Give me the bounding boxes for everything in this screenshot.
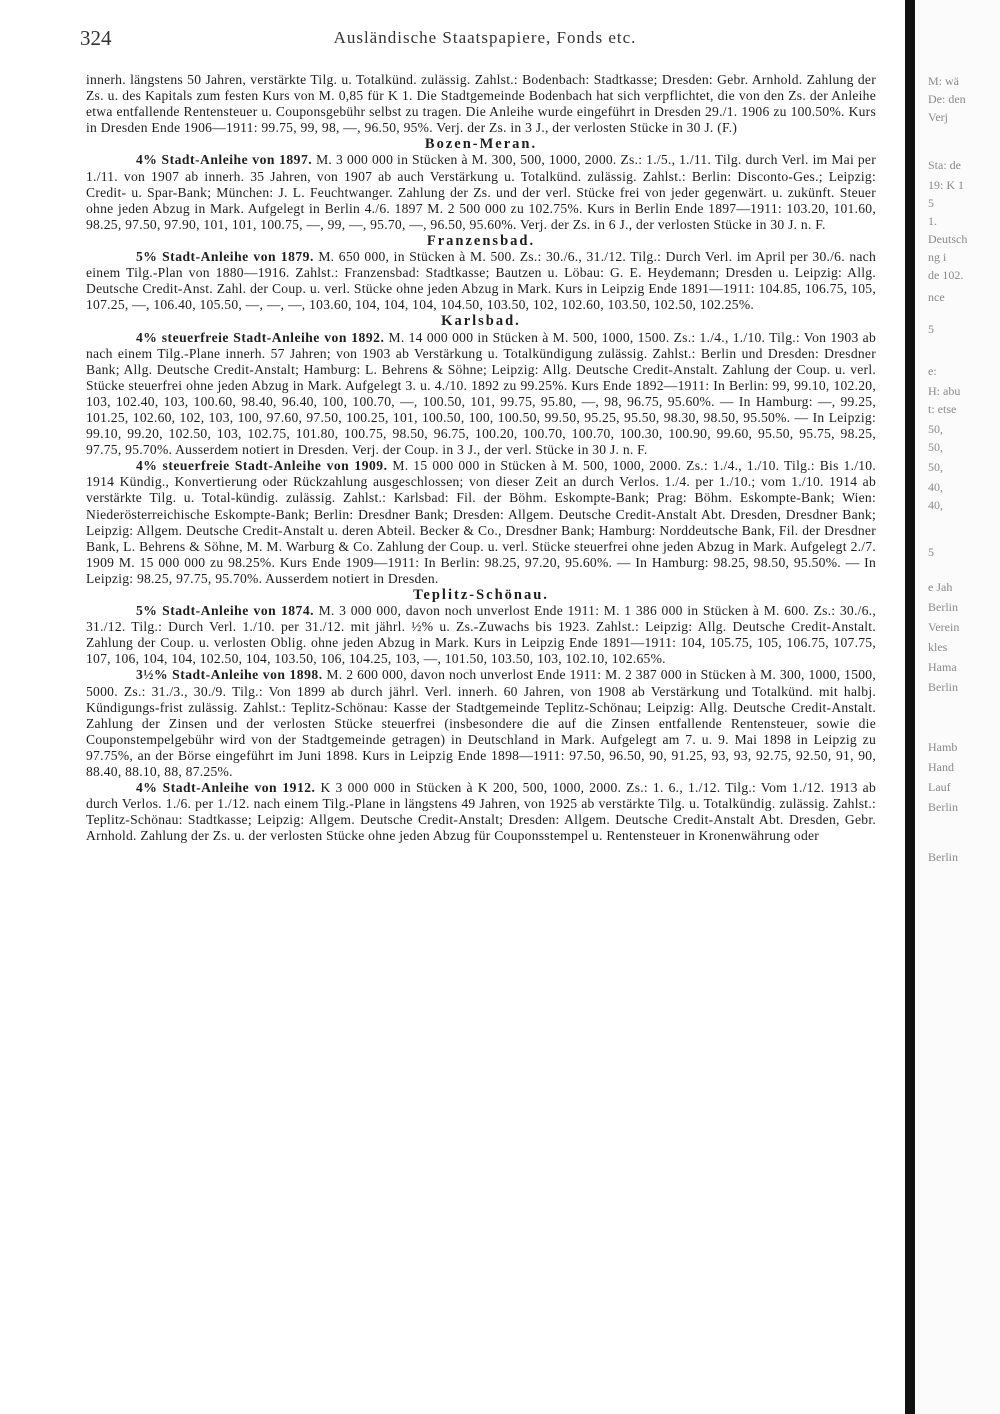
entry — [86, 249, 876, 313]
fragment-line: ng i — [928, 250, 947, 264]
fragment-line: e: — [928, 364, 937, 378]
fragment-line: Lauf — [928, 780, 951, 794]
entry-text: K 3 000 000 in Stücken à K 200, 500, 1000, 2000. Zs.: 1. 6., 1./12. Tilg.: Vom 1./12. 1913 ab durch Verlos. 1./6. per 1./12. nach einem Tilg.-Plane in längstens 49 Jahren, von 1925 ab verstärkte Tilg. u. Totalkündig. zulässig. Zahlst.: Teplitz-Schönau: Stadtkasse; Leipzig: Allgem. Deutsche Credit-Anstalt; Dresden: Allgem. Deutsche Credit-Anstalt Abt. Dresden, Gebr. Arnhold. Zahlung der Zs. u. der verlosten Stücke ohne jeden Abzug für Couponsstempel u. Rentensteuer in Kronenwährung oder — [86, 780, 876, 844]
fragment-line: Berlin — [928, 800, 958, 814]
fragment-line: 50, — [928, 440, 943, 454]
fragment-line: Verj — [928, 110, 948, 124]
entry — [86, 458, 876, 587]
fragment-line: t: etse — [928, 402, 957, 416]
fragment-line: 19: K 1 — [928, 178, 964, 192]
fragment-line: Verein — [928, 620, 960, 634]
fragment-line: 50, — [928, 460, 943, 474]
fragment-line: Berlin — [928, 680, 958, 694]
fragment-line: 1. — [928, 214, 937, 228]
entry-heading: 5% Stadt-Anleihe von 1879. — [136, 249, 314, 265]
adjacent-page-fragment — [918, 0, 1000, 1414]
entry-heading: 3½% Stadt-Anleihe von 1898. — [136, 667, 323, 683]
section-title: Bozen-Meran. — [424, 136, 538, 153]
fragment-line: 40, — [928, 498, 943, 512]
entry — [86, 603, 876, 667]
fragment-line: 5 — [928, 322, 934, 336]
fragment-line: Hamb — [928, 740, 958, 754]
entry — [86, 152, 876, 232]
fragment-line: Deutsch — [928, 232, 968, 246]
fragment-line: De: den — [928, 92, 966, 106]
page-body — [86, 72, 876, 845]
intro-paragraph: innerh. längstens 50 Jahren, verstärkte Tilg. u. Totalkünd. zulässig. Zahlst.: Bodenbach: Stadtkasse; Dresden: Gebr. Arnhold. Zahlung der Zs. u. des Kapitals zum festen Kurs von M. 0,85 für K 1. Die Stadtgemeinde Bodenbach hat sich verpflichtet, die von den Zs. der Anleihe etwa entfallende Rentensteuer u. Couponsgebühr selbst zu tragen. Die Anleihe wurde eingeführt in Dresden 29./1. 1906 zu 100.50%. Kurs in Dresden Ende 1906—1911: 99.75, 99, 98, —, 96.50, 95%. Verj. der Zs. in 3 J., der verlosten Stücke in 30 J. (F.) — [86, 72, 876, 136]
entry — [86, 667, 876, 780]
page-header — [80, 26, 890, 56]
fragment-line: Berlin — [928, 600, 958, 614]
fragment-line: 5 — [928, 545, 934, 559]
page-number: 324 — [80, 26, 112, 50]
fragment-line: Hand — [928, 760, 954, 774]
entry — [86, 330, 876, 459]
fragment-line: Sta: de — [928, 158, 961, 172]
section-title: Franzensbad. — [426, 232, 536, 249]
fragment-line: H: abu — [928, 384, 961, 398]
running-title: Ausländische Staatspapiere, Fonds etc. — [333, 28, 637, 47]
section-franzensbad — [86, 233, 876, 313]
entry-text: M. 3 000 000 in Stücken à M. 300, 500, 1000, 2000. Zs.: 1./5., 1./11. Tilg. durch Verl. im Mai per 1./11. von 1907 ab innerh. 35 Jahren, von 1907 ab auch Verstärkung u. Totalkünd. zulässig. Zahlst.: Berlin: Disconto-Ges.; Leipzig: Credit- u. Spar-Bank; München: J. L. Feuchtwanger. Zahlung der Zs. und der verl. Stücke frei von jeder gegenwärt. u. zukünft. Steuer ohne jeden Abzug in Mark. Aufgelegt in Berlin 4./6. 1897 M. 2 500 000 zu 102.75%. Kurs in Berlin Ende 1897—1911: 103.20, 101.60, 98.25, 97.50, 97.90, 101, 101, 100.75, —, 99, —, 95.70, —, 96.50, 95.60%. Verj. der Zs. in 6 J., der verlosten Stücke in 30 J. n. F. — [86, 152, 876, 232]
fragment-line: 5 — [928, 196, 934, 210]
section-karlsbad — [86, 313, 876, 587]
page-gutter — [905, 0, 915, 1414]
fragment-line: M: wä — [928, 74, 959, 88]
section-title: Teplitz-Schönau. — [413, 587, 549, 603]
fragment-line: 50, — [928, 422, 943, 436]
fragment-line: nce — [928, 290, 945, 304]
fragment-line: Berlin — [928, 850, 958, 864]
entry-text: M. 3 000 000, davon noch unverlost Ende 1911: M. 1 386 000 in Stücken à M. 600. Zs.: 30./6., 31./12. Tilg.: Durch Verl. 1./10. per 31./12. mit jährl. ½% u. Zs.-Zuwachs bis 1923. Zahlst.: Leipzig: Allg. Deutsche Credit-Anstalt. Zahlung der Coup. u. verlosten Oblig. ohne jeden Abzug in Mark. Kurs in Leipzig Ende 1891—1911: 104, 105.75, 105, 106.75, 107.75, 107, 106, 104, 104, 102.50, 104, 103.50, 106, 104.25, 103, —, 101.50, 103.50, 103, 102.10, 102.65%. — [86, 603, 876, 667]
section-title: Karlsbad. — [441, 313, 521, 330]
section-teplitz-schoenau — [86, 587, 876, 845]
entry-text: M. 650 000, in Stücken à M. 500. Zs.: 30./6., 31./12. Tilg.: Durch Verl. im April per 30./6. nach einem Tilg.-Plan von 1880—1916. Zahlst.: Franzensbad: Stadtkasse; Bautzen u. Löbau: G. E. Heydemann; Dresden u. Leipzig: Allg. Deutsche Credit-Anst. Zahl. der Coup. u. verl. Stücke ohne jeden Abzug in Mark. Kurs in Leipzig Ende 1891—1911: 104.85, 106.75, 105, 107.25, —, 106.40, 105.50, —, —, —, 103.60, 104, 104, 104, 104.50, 103.50, 102, 102.60, 103.50, 102.50, 102.25%. — [86, 249, 876, 313]
entry-text: M. 14 000 000 in Stücken à M. 500, 1000, 1500. Zs.: 1./4., 1./10. Tilg.: Von 1903 ab nach einem Tilg.-Plane innerh. 57 Jahren; von 1903 ab Verstärkung u. Totalkündigung zulässig. Zahlst.: Berlin und Dresden: Dresdner Bank; Allg. Deutsche Credit-Anstalt; Hamburg: L. Behrens & Söhne; Leipzig: Allg. Deutsche Credit-Anstalt. Zahlung der Coup. u. verl. Stücke steuerfrei ohne jeden Abzug in Mark. Aufgelegt 3. u. 4./10. 1892 zu 99.25%. Kurs Ende 1892—1911: In Berlin: 99, 99.10, 102.20, 103, 102.40, 103, 100.60, 98.40, 96.40, 100, 100.70, —, 100.50, 101, 99.75, 95.80, —, 98, 96.75, 95.60%. — In Hamburg: —, 99.25, 101.25, 102.60, 102, 103, 100, 97.60, 97.50, 100.25, 101, 100.50, 100, 100.50, 99.50, 95.25, 95.50, 98.30, 98.50, 95.50%. — In Leipzig: 99.10, 99.20, 102.50, 103, 102.75, 101.80, 100.75, 98.50, 96.75, 100.20, 100.70, 100.70, 100.30, 100.90, 99.60, 95.50, 95.75, 98.25, 97.75, 95.70%. Ausserdem notiert in Dresden. Verj. der Coup. in 3 J., der verl. Stücke in 30 J. n. F. — [86, 329, 876, 458]
entry-heading: 4% steuerfreie Stadt-Anleihe von 1909. — [136, 458, 388, 474]
section-bozen-meran — [86, 136, 876, 233]
entry-text: M. 15 000 000 in Stücken à M. 500, 1000, 2000. Zs.: 1./4., 1./10. Tilg.: Bis 1./10. 1914 Kündig., Konvertierung oder Rückzahlung ausgeschlossen; von dieser Zeit an durch Verlos. 1./4. per 1./10.; vom 1./10. 1914 ab verstärkte Tilg. u. Total-kündig. zulässig. Zahlst.: Karlsbad: Fil. der Böhm. Eskompte-Bank; Prag: Böhm. Eskompte-Bank; Wien: Niederösterreichische Eskompte-Bank; Berlin: Dresdner Bank; Dresden: Allgem. Deutsche Credit-Anstalt Abt. Dresden, Dresdner Bank; Leipzig: Allgem. Deutsche Credit-Anstalt u. deren Abteil. Becker & Co., Dresdner Bank; Hamburg: Norddeutsche Bank, Fil. der Dresdner Bank, L. Behrens & Söhne, M. M. Warburg & Co. Zahlung der Coup. u. verl. Stücke steuerfrei ohne jeden Abzug in Mark. Aufgelegt 2./7. 1909 M. 15 000 000 zu 98.25%. Kurs Ende 1909—1911: In Berlin: 98.25, 97.20, 95.60%. — In Hamburg: 98.25, 98.50, 95.50%. — In Leipzig: 98.25, 97.75, 95.70%. Ausserdem notiert in Dresden. — [86, 458, 876, 586]
fragment-line: 40, — [928, 480, 943, 494]
fragment-line: Hama — [928, 660, 957, 674]
fragment-line: de 102. — [928, 268, 964, 282]
entry-heading: 4% Stadt-Anleihe von 1897. — [136, 152, 313, 168]
entry-text: M. 2 600 000, davon noch unverlost Ende 1911: M. 2 387 000 in Stücken à M. 300, 1000, 1500, 5000. Zs.: 31./3., 30./9. Tilg.: Von 1899 ab durch jährl. Verl. innerh. 60 Jahren, von 1908 ab Verstärkung und Totalkünd. mit halbj. Kündigungs-frist zulässig. Zahlst.: Teplitz-Schönau: Kasse der Stadtgemeinde Teplitz-Schönau; Leipzig: Allg. Deutsche Credit-Anstalt. Zahlung der Zinsen und der verlosten Stücke steuerfrei (insbesondere die auf die Zinsen entfallende Rentensteuer, sowie die Couponstempelgebühr wird von der Stadtgemeinde getragen) in Deutschland in Mark. Aufgelegt am 7. u. 9. Mai 1898 in Leipzig zu 97.75%, an der Börse eingeführt im Juni 1898. Kurs in Leipzig Ende 1898—1911: 97.50, 96.50, 90, 91.25, 93, 93, 92.75, 92.50, 91, 90, 88.40, 88.10, 88, 87.25%. — [86, 667, 876, 780]
entry — [86, 780, 876, 844]
fragment-line: kles — [928, 640, 948, 654]
fragment-line: e Jah — [928, 580, 953, 594]
entry-heading: 4% Stadt-Anleihe von 1912. — [136, 780, 316, 796]
entry-heading: 5% Stadt-Anleihe von 1874. — [136, 603, 315, 619]
entry-heading: 4% steuerfreie Stadt-Anleihe von 1892. — [136, 329, 385, 345]
